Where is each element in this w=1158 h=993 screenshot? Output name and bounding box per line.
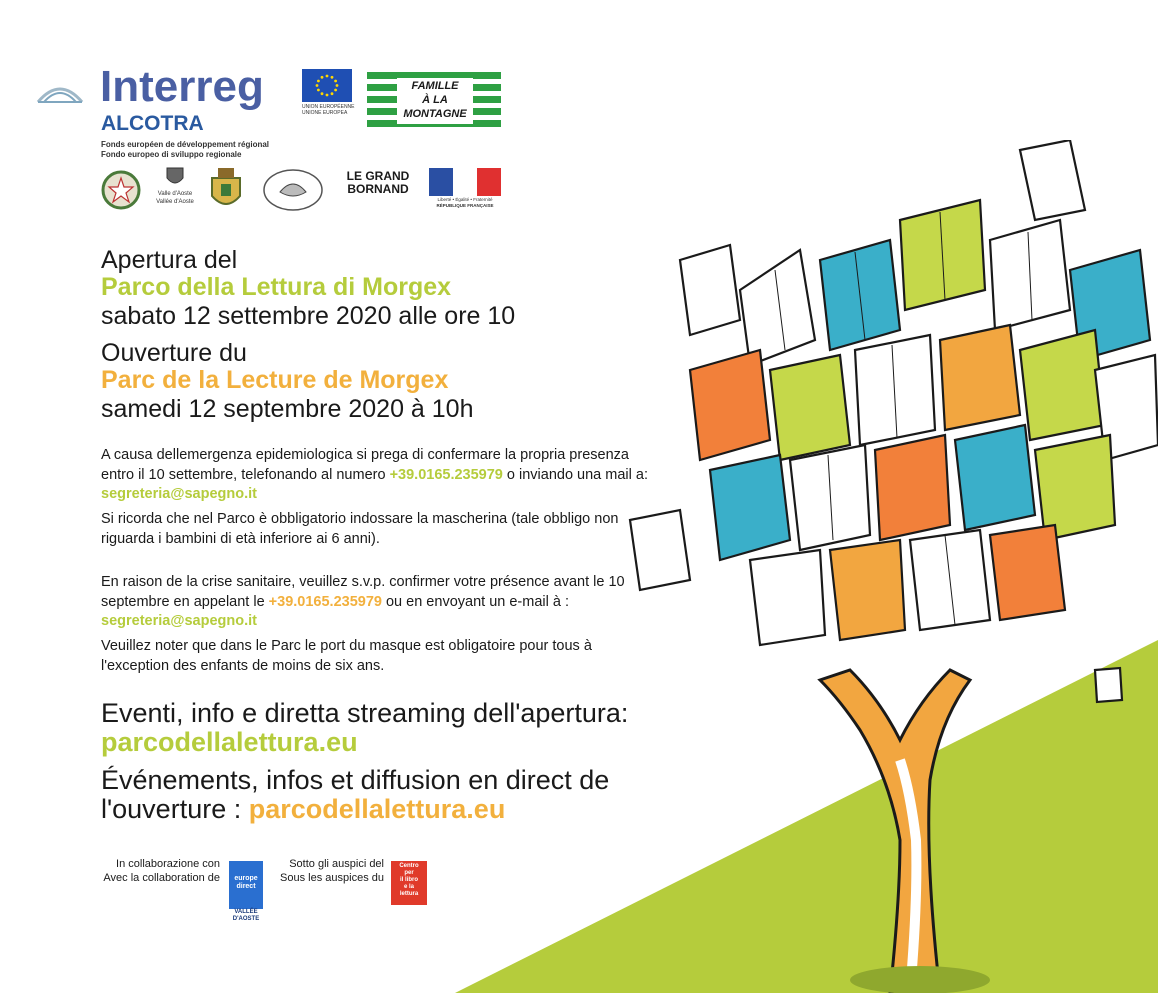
heading-fr-line1: Ouverture du [101,339,247,367]
para-it1-text-a: A causa dell [101,447,180,463]
auspici-caption [240,857,384,885]
centro-libro-line1: Centro [399,863,419,869]
heading-fr-title: Parc de la Lecture de Morgex [101,366,449,394]
heading-it-date: sabato 12 settembre 2020 alle ore 10 [101,302,516,330]
valle-aosta-crest-icon [166,166,184,188]
europe-direct-line1: europe [234,875,258,882]
heading-fr-date: samedi 12 septembre 2020 à 10h [101,395,474,423]
grand-bornand-logo [343,170,413,196]
book-orange [990,525,1065,620]
book-flying [1020,140,1085,220]
book-orange [690,350,770,460]
centro-libro-logo [391,861,427,905]
book-orange [940,325,1020,430]
republique-motto: Liberté • Égalité • Fraternité [437,197,493,202]
book-tree-illustration [600,140,1158,993]
book-white [855,335,935,445]
fonds-fr-label: Fonds européen de développement régional [101,140,270,149]
book-green [1035,435,1115,540]
centro-libro-line5: lettura [399,891,419,897]
events-it-text: Eventi, info e diretta streaming dell'apertura: [101,698,629,728]
eu-flag-icon [302,69,352,102]
republique-francaise-logo [429,168,501,212]
book-blue [710,455,790,560]
italian-republic-emblem-icon [101,168,141,212]
mountain-logo-icon [36,80,84,104]
paragraph-it-1 [101,446,666,505]
fonds-it-label: Fondo europeo di sviluppo regionale [101,150,242,159]
morgex-crest-icon [209,166,243,212]
phone-link-fr[interactable]: +39.0165.235979 [268,593,382,610]
eu-caption [302,104,372,116]
valle-line1: Valle d'Aoste [157,191,193,197]
para-it1-text-b: emergenza epidemiologica si prega di confermare la propria presenza entro il 10 settembre, telefonando al numero [101,447,629,483]
collab-line1: In collaborazione con [116,858,220,870]
book-green [680,245,740,335]
para-fr1-text-a: En raison de la crise sanitaire, veuillez s.v.p. confirmer votre présence avant le 10 septembre en appelant le [101,574,625,610]
interreg-logo: Interreg [100,62,264,111]
famille-line3: MONTAGNE [403,108,467,120]
centro-libro-line2: per [404,870,414,876]
auspici-line2: Sous les auspices du [280,872,384,884]
paragraph-fr-2: Veuillez noter que dans le Parc le port du masque est obligatoire pour tous à l'exception des enfants de moins de six ans. [101,638,592,674]
book-blue [955,425,1035,530]
collab-caption [60,857,220,885]
europe-direct-line2: direct [236,883,256,890]
book-green [770,355,850,460]
book-flying [630,510,690,590]
email-link-fr[interactable]: segreteria@sapegno.it [101,613,257,629]
book-green [1020,330,1105,440]
book-white [740,250,815,365]
centro-libro-line4: e la [403,884,414,890]
tree-trunk [820,670,970,993]
auspici-line1: Sotto gli auspici del [289,858,384,870]
centro-libro-line3: il libro [400,877,418,883]
para-it1-text-c: o inviando una mail a: [502,466,648,483]
valle-aosta-caption [155,190,195,206]
phone-link-it[interactable]: +39.0165.235979 [389,466,503,483]
book-white [750,550,825,645]
events-fr-prefix: l'ouverture : [101,794,249,824]
centro-studi-logo [262,168,324,212]
famille-line2: À LA [422,94,448,106]
events-fr-line2 [101,795,505,824]
book-orange [830,540,905,640]
para-fr1-text-b: ou en envoyant un e-mail à : [381,593,569,610]
paragraph-it-2: Si ricorda che nel Parco è obbligatorio indossare la mascherina (tale obbligo non riguarda i bambini di età inferiore ai 6 anni). [101,511,619,547]
website-link-fr[interactable]: parcodellalettura.eu [248,794,506,824]
heading-it-line1: Apertura del [101,246,238,274]
famille-montagne-logo [367,70,501,132]
website-link-it[interactable]: parcodellalettura.eu [101,727,358,757]
heading-it-title: Parco della Lettura di Morgex [101,273,452,301]
eu-caption-fr: UNION EUROPÉENNE [302,104,355,110]
collab-line2: Avec la collaboration de [103,872,220,884]
book-flying [1095,668,1122,702]
eu-caption-it: UNIONE EUROPEA [302,110,348,116]
famille-line1: FAMILLE [411,80,459,92]
valle-line2: Vallée d'Aoste [156,199,194,205]
alcotra-label: ALCOTRA [101,112,204,135]
paragraph-fr-1 [101,573,641,632]
book-orange [875,435,950,540]
grand-bornand-line2: BORNAND [347,182,409,196]
republique-name: RÉPUBLIQUE FRANÇAISE [436,203,494,208]
email-link-it[interactable]: segreteria@sapegno.it [101,486,257,502]
grand-bornand-line1: LE GRAND [346,169,410,183]
events-fr-line1: Événements, infos et diffusion en direct de [101,765,610,795]
europe-direct-line3: VALLÉE [234,909,258,915]
europe-direct-line4: D'AOSTE [232,916,260,922]
tree-roots [850,966,990,993]
